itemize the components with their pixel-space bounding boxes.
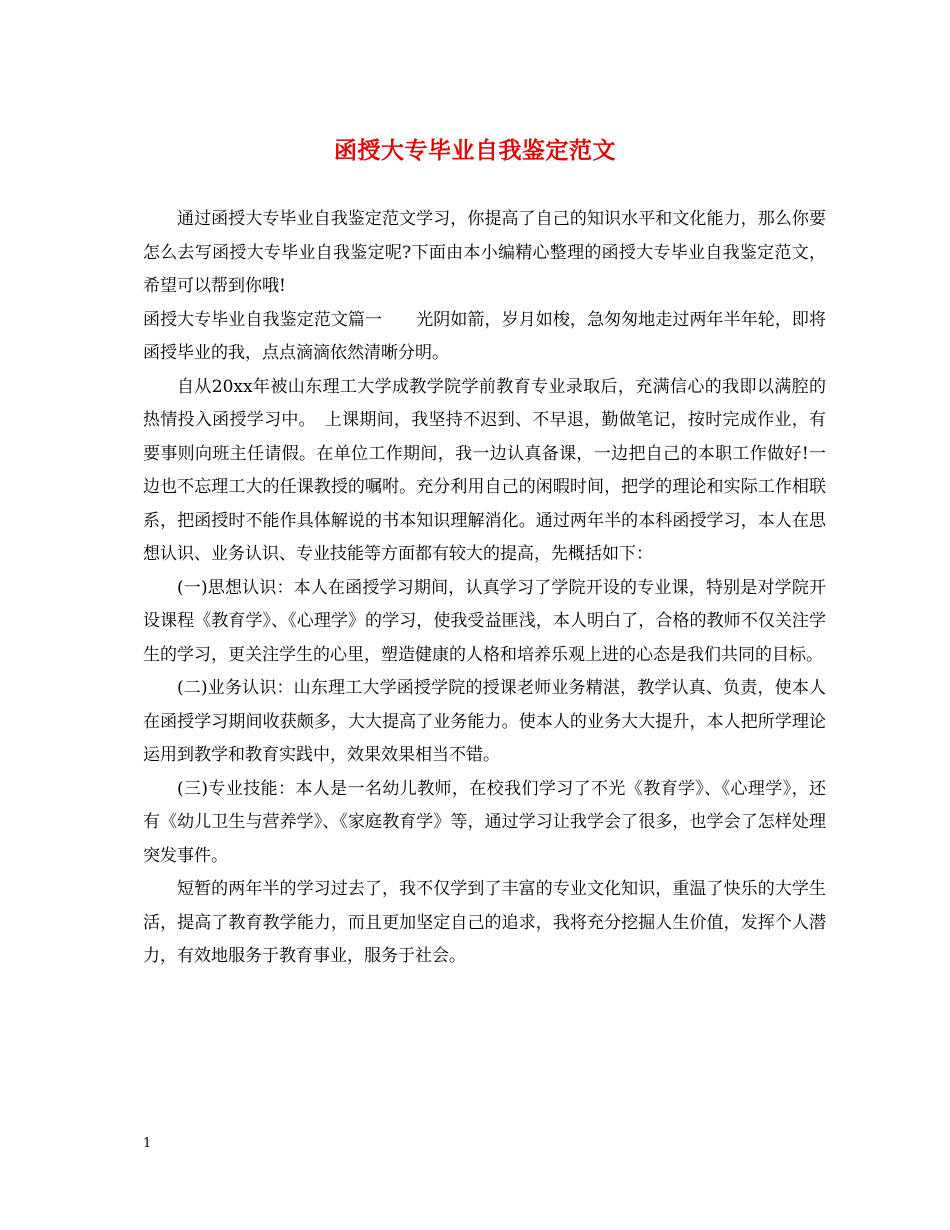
paragraph-professional-skills: (三)专业技能：本人是一名幼儿教师，在校我们学习了不光《教育学》、《心理学》，还有《幼儿卫生与营养学》、《家庭教育学》等，通过学习让我学会了很多，也学会了怎样处理突发事件。 [143, 778, 826, 866]
page-number: 1 [143, 1136, 152, 1151]
paragraph-study-experience: 自从20xx年被山东理工大学成教学院学前教育专业录取后，充满信心的我即以满腔的热情投入函授学习中。 上课期间，我坚持不迟到、不早退，勤做笔记，按时完成作业，有要事则向班主任请假。在单位工作期间，我一边认真备课，一边把自己的本职工作做好!一边也不忘理工大的任课教授的嘱咐。充分利用自己的闲暇时间，把学的理论和实际工作相联系，把函授时不能作具体解说的书本知识理解消化。通过两年半的本科函授学习，本人在思想认识、业务认识、专业技能等方面都有较大的提高，先概括如下： [143, 376, 826, 564]
paragraph-conclusion: 短暂的两年半的学习过去了，我不仅学到了丰富的专业文化知识，重温了快乐的大学生活，提高了教育教学能力，而且更加坚定自己的追求，我将充分挖掘人生价值，发挥个人潜力，有效地服务于教育事业，服务于社会。 [143, 879, 826, 966]
paragraph-ideological-understanding: (一)思想认识：本人在函授学习期间，认真学习了学院开设的专业课，特别是对学院开设课程《教育学》、《心理学》的学习，使我受益匪浅，本人明白了，合格的教师不仅关注学生的学习，更关注学生的心里，塑造健康的人格和培养乐观上进的心态是我们共同的目标。 [143, 577, 826, 665]
paragraph-professional-understanding: (二)业务认识：山东理工大学函授学院的授课老师业务精湛，教学认真、负责，使本人在函授学习期间收获颇多，大大提高了业务能力。使本人的业务大大提升，本人把所学理论运用到教学和教育实践中，效果效果相当不错。 [143, 678, 826, 765]
document-body [143, 203, 826, 974]
paragraph-intro: 通过函授大专毕业自我鉴定范文学习，你提高了自己的知识水平和文化能力，那么你要怎么去写函授大专毕业自我鉴定呢?下面由本小编精心整理的函授大专毕业自我鉴定范文，希望可以帮到你哦! [143, 209, 826, 296]
document-title: 函授大专毕业自我鉴定范文 [334, 137, 616, 164]
paragraph-section-heading: 函授大专毕业自我鉴定范文篇一 光阴如箭，岁月如梭，急匆匆地走过两年半年轮，即将函授毕业的我，点点滴滴依然清晰分明。 [143, 309, 826, 363]
